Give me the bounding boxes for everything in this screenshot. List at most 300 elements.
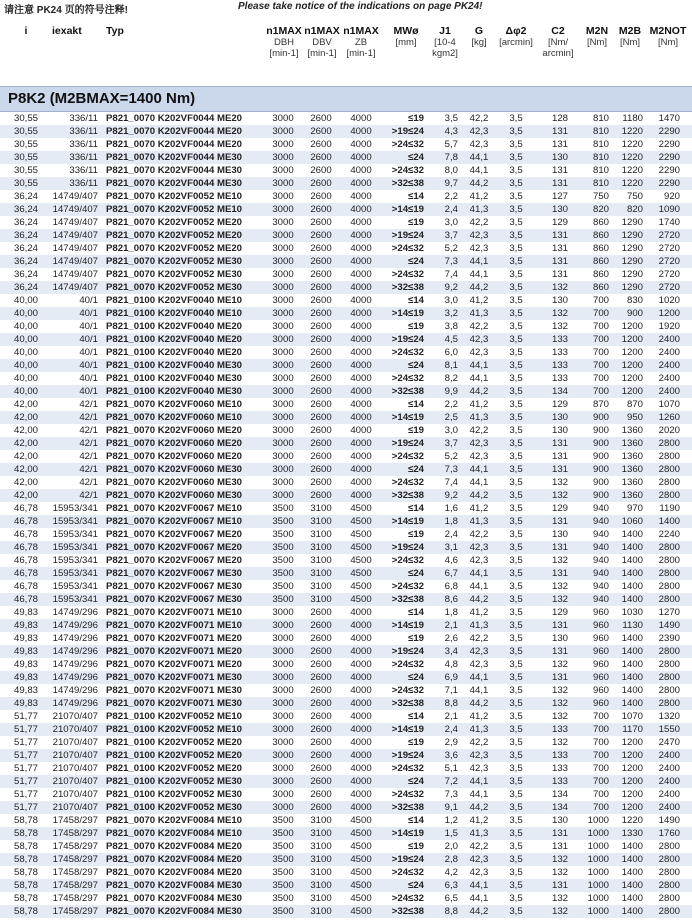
cell-j1: 3,0 xyxy=(444,217,458,228)
cell-n1max-dbv: 2600 xyxy=(310,763,332,774)
cell-c2: 131 xyxy=(551,126,568,137)
cell-dq: 3,5 xyxy=(509,867,523,878)
cell-mw: >32≤38 xyxy=(391,282,424,293)
cell-c2: 134 xyxy=(551,386,568,397)
cell-g: 42,3 xyxy=(469,243,489,254)
cell-n1max-dbh: 3500 xyxy=(272,854,294,865)
cell-iexakt: 14749/296 xyxy=(52,659,98,670)
cell-m2n: 940 xyxy=(592,568,609,579)
cell-j1: 2,6 xyxy=(444,633,458,644)
cell-dq: 3,5 xyxy=(509,217,523,228)
cell-typ: P821_0070 K202VF0071 ME20 xyxy=(106,659,243,670)
cell-iexakt: 15953/341 xyxy=(52,529,98,540)
cell-n1max-dbv: 2600 xyxy=(310,334,332,345)
cell-m2b: 1060 xyxy=(621,516,643,527)
cell-iexakt: 15953/341 xyxy=(52,516,98,527)
cell-n1max-dbv: 2600 xyxy=(310,477,332,488)
cell-m2not: 2800 xyxy=(658,451,680,462)
cell-j1: 3,7 xyxy=(444,438,458,449)
cell-iexakt: 40/1 xyxy=(79,308,98,319)
cell-j1: 6,3 xyxy=(444,880,458,891)
cell-n1max-dbv: 2600 xyxy=(310,750,332,761)
cell-n1max-dbv: 2600 xyxy=(310,243,332,254)
cell-m2n: 860 xyxy=(592,282,609,293)
cell-c2: 130 xyxy=(551,204,568,215)
cell-c2: 132 xyxy=(551,737,568,748)
cell-i: 49,83 xyxy=(13,672,38,683)
cell-n1max-dbv: 2600 xyxy=(310,490,332,501)
cell-i: 42,00 xyxy=(13,477,38,488)
cell-typ: P821_0070 K202VF0044 ME20 xyxy=(106,126,243,137)
cell-n1max-dbh: 3000 xyxy=(272,269,294,280)
cell-mw: >19≤24 xyxy=(391,230,424,241)
cell-c2: 132 xyxy=(551,490,568,501)
cell-m2b: 1330 xyxy=(621,828,643,839)
cell-n1max-zb: 4000 xyxy=(350,659,372,670)
cell-typ: P821_0070 K202VF0084 ME10 xyxy=(106,828,243,839)
cell-j1: 6,7 xyxy=(444,568,458,579)
cell-n1max-zb: 4000 xyxy=(350,191,372,202)
table-row xyxy=(0,242,692,255)
cell-m2n: 700 xyxy=(592,711,609,722)
cell-n1max-dbv: 3100 xyxy=(310,854,332,865)
cell-iexakt: 14749/407 xyxy=(52,191,98,202)
cell-m2b: 1200 xyxy=(621,334,643,345)
cell-n1max-zb: 4500 xyxy=(350,854,372,865)
cell-j1: 2,8 xyxy=(444,854,458,865)
cell-n1max-zb: 4000 xyxy=(350,412,372,423)
cell-typ: P821_0070 K202VF0084 ME30 xyxy=(106,893,243,904)
cell-m2not: 2800 xyxy=(658,854,680,865)
cell-m2b: 750 xyxy=(626,191,643,202)
cell-n1max-dbv: 2600 xyxy=(310,789,332,800)
cell-i: 49,83 xyxy=(13,620,38,631)
cell-iexakt: 42/1 xyxy=(79,477,98,488)
cell-iexakt: 21070/407 xyxy=(52,763,98,774)
cell-typ: P821_0070 K202VF0067 ME30 xyxy=(106,568,243,579)
cell-j1: 3,0 xyxy=(444,295,458,306)
cell-j1: 2,1 xyxy=(444,620,458,631)
cell-m2not: 2400 xyxy=(658,360,680,371)
cell-n1max-dbh: 3000 xyxy=(272,321,294,332)
cell-m2n: 860 xyxy=(592,230,609,241)
table-row xyxy=(0,372,692,385)
cell-mw: >19≤24 xyxy=(391,334,424,345)
cell-mw: ≤14 xyxy=(408,815,424,826)
cell-m2b: 1400 xyxy=(621,568,643,579)
cell-n1max-dbh: 3500 xyxy=(272,581,294,592)
cell-n1max-zb: 4500 xyxy=(350,893,372,904)
cell-i: 46,78 xyxy=(13,555,38,566)
cell-n1max-zb: 4000 xyxy=(350,139,372,150)
table-row xyxy=(0,541,692,554)
cell-n1max-dbh: 3000 xyxy=(272,373,294,384)
table-row xyxy=(0,333,692,346)
cell-j1: 2,5 xyxy=(444,412,458,423)
cell-j1: 8,6 xyxy=(444,594,458,605)
group-header-bar xyxy=(0,86,692,112)
cell-m2not: 1490 xyxy=(658,620,680,631)
table-row xyxy=(0,398,692,411)
cell-i: 42,00 xyxy=(13,438,38,449)
cell-mw: >19≤24 xyxy=(391,646,424,657)
cell-n1max-zb: 4000 xyxy=(350,204,372,215)
cell-m2b: 1400 xyxy=(621,594,643,605)
cell-m2not: 2720 xyxy=(658,282,680,293)
cell-n1max-dbh: 3500 xyxy=(272,503,294,514)
cell-m2not: 2720 xyxy=(658,269,680,280)
cell-n1max-zb: 4000 xyxy=(350,152,372,163)
cell-m2not: 2400 xyxy=(658,373,680,384)
cell-j1: 7,4 xyxy=(444,269,458,280)
cell-c2: 131 xyxy=(551,464,568,475)
cell-m2n: 900 xyxy=(592,477,609,488)
cell-i: 36,24 xyxy=(13,269,38,280)
cell-n1max-dbv: 2600 xyxy=(310,347,332,358)
cell-n1max-dbv: 3100 xyxy=(310,867,332,878)
cell-iexakt: 42/1 xyxy=(79,438,98,449)
table-row xyxy=(0,814,692,827)
cell-i: 42,00 xyxy=(13,490,38,501)
cell-m2b: 820 xyxy=(626,204,643,215)
cell-iexakt: 14749/296 xyxy=(52,646,98,657)
cell-m2n: 900 xyxy=(592,425,609,436)
cell-dq: 3,5 xyxy=(509,620,523,631)
cell-typ: P821_0100 K202VF0052 ME30 xyxy=(106,802,243,813)
cell-n1max-dbv: 2600 xyxy=(310,139,332,150)
cell-c2: 133 xyxy=(551,776,568,787)
cell-i: 40,00 xyxy=(13,360,38,371)
cell-n1max-zb: 4000 xyxy=(350,672,372,683)
cell-m2not: 2800 xyxy=(658,906,680,917)
header-iexakt: iexakt xyxy=(52,25,82,37)
cell-mw: >14≤19 xyxy=(391,724,424,735)
cell-m2n: 900 xyxy=(592,490,609,501)
cell-m2not: 1260 xyxy=(658,412,680,423)
cell-i: 36,24 xyxy=(13,282,38,293)
cell-n1max-dbh: 3000 xyxy=(272,438,294,449)
table-row xyxy=(0,502,692,515)
cell-iexakt: 40/1 xyxy=(79,373,98,384)
cell-m2n: 860 xyxy=(592,217,609,228)
cell-j1: 4,3 xyxy=(444,126,458,137)
cell-dq: 3,5 xyxy=(509,334,523,345)
cell-n1max-zb: 4000 xyxy=(350,451,372,462)
cell-g: 44,1 xyxy=(469,789,489,800)
cell-iexakt: 17458/297 xyxy=(52,880,98,891)
cell-mw: >14≤19 xyxy=(391,204,424,215)
cell-g: 42,3 xyxy=(469,867,489,878)
cell-typ: P821_0070 K202VF0067 ME10 xyxy=(106,516,243,527)
cell-dq: 3,5 xyxy=(509,321,523,332)
cell-m2not: 2800 xyxy=(658,464,680,475)
cell-dq: 3,5 xyxy=(509,815,523,826)
cell-m2n: 900 xyxy=(592,464,609,475)
cell-m2b: 900 xyxy=(626,308,643,319)
cell-m2b: 1200 xyxy=(621,373,643,384)
cell-j1: 5,2 xyxy=(444,243,458,254)
cell-g: 42,2 xyxy=(469,113,489,124)
cell-j1: 7,3 xyxy=(444,256,458,267)
cell-i: 46,78 xyxy=(13,568,38,579)
cell-j1: 9,7 xyxy=(444,178,458,189)
cell-typ: P821_0070 K202VF0052 ME20 xyxy=(106,230,243,241)
cell-n1max-dbh: 3000 xyxy=(272,113,294,124)
cell-n1max-dbh: 3500 xyxy=(272,893,294,904)
cell-dq: 3,5 xyxy=(509,750,523,761)
cell-typ: P821_0100 K202VF0040 ME20 xyxy=(106,347,243,358)
cell-m2b: 1400 xyxy=(621,867,643,878)
cell-m2b: 1290 xyxy=(621,217,643,228)
cell-j1: 7,2 xyxy=(444,776,458,787)
cell-m2n: 860 xyxy=(592,269,609,280)
cell-j1: 4,8 xyxy=(444,659,458,670)
table-row xyxy=(0,710,692,723)
cell-m2n: 700 xyxy=(592,334,609,345)
cell-n1max-zb: 4500 xyxy=(350,503,372,514)
cell-i: 42,00 xyxy=(13,464,38,475)
cell-mw: ≤19 xyxy=(408,529,424,540)
cell-g: 41,3 xyxy=(469,308,489,319)
cell-g: 44,1 xyxy=(469,880,489,891)
cell-m2b: 1180 xyxy=(622,113,643,124)
cell-typ: P821_0070 K202VF0052 ME10 xyxy=(106,204,243,215)
cell-n1max-zb: 4500 xyxy=(350,542,372,553)
cell-i: 51,77 xyxy=(13,763,38,774)
cell-n1max-dbv: 3100 xyxy=(310,906,332,917)
cell-iexakt: 17458/297 xyxy=(52,867,98,878)
cell-typ: P821_0100 K202VF0040 ME20 xyxy=(106,334,243,345)
cell-m2b: 1400 xyxy=(621,529,643,540)
cell-j1: 2,1 xyxy=(444,711,458,722)
cell-m2n: 940 xyxy=(592,555,609,566)
cell-n1max-zb: 4500 xyxy=(350,568,372,579)
cell-g: 44,1 xyxy=(469,672,489,683)
cell-i: 58,78 xyxy=(13,867,38,878)
cell-m2n: 810 xyxy=(592,113,609,124)
cell-mw: >24≤32 xyxy=(391,347,424,358)
cell-iexakt: 336/11 xyxy=(69,126,98,137)
cell-g: 41,3 xyxy=(469,620,489,631)
cell-n1max-dbh: 3000 xyxy=(272,763,294,774)
cell-n1max-dbv: 2600 xyxy=(310,295,332,306)
cell-n1max-dbh: 3500 xyxy=(272,594,294,605)
cell-c2: 132 xyxy=(551,555,568,566)
cell-n1max-dbh: 3000 xyxy=(272,737,294,748)
table-header xyxy=(0,22,692,84)
cell-c2: 133 xyxy=(551,373,568,384)
cell-m2not: 1020 xyxy=(658,295,680,306)
cell-n1max-dbv: 3100 xyxy=(310,893,332,904)
cell-n1max-dbv: 3100 xyxy=(310,581,332,592)
cell-n1max-dbh: 3000 xyxy=(272,789,294,800)
cell-j1: 3,7 xyxy=(444,230,458,241)
cell-i: 30,55 xyxy=(13,178,38,189)
cell-dq: 3,5 xyxy=(509,308,523,319)
cell-m2n: 940 xyxy=(592,542,609,553)
cell-g: 44,2 xyxy=(469,906,489,917)
cell-m2n: 810 xyxy=(592,139,609,150)
cell-typ: P821_0070 K202VF0084 ME30 xyxy=(106,906,243,917)
cell-mw: >24≤32 xyxy=(391,789,424,800)
cell-typ: P821_0070 K202VF0067 ME30 xyxy=(106,581,243,592)
cell-m2b: 1400 xyxy=(621,893,643,904)
cell-iexakt: 14749/296 xyxy=(52,672,98,683)
cell-c2: 131 xyxy=(551,568,568,579)
cell-m2not: 2800 xyxy=(658,438,680,449)
cell-iexakt: 15953/341 xyxy=(52,594,98,605)
cell-m2n: 700 xyxy=(592,295,609,306)
cell-g: 41,2 xyxy=(469,399,489,410)
cell-g: 42,2 xyxy=(469,321,489,332)
cell-c2: 131 xyxy=(551,243,568,254)
cell-mw: ≤24 xyxy=(408,464,424,475)
cell-iexakt: 336/11 xyxy=(69,139,98,150)
cell-mw: >24≤32 xyxy=(391,867,424,878)
cell-iexakt: 17458/297 xyxy=(52,893,98,904)
cell-i: 36,24 xyxy=(13,230,38,241)
cell-m2n: 820 xyxy=(592,204,609,215)
cell-iexakt: 15953/341 xyxy=(52,503,98,514)
cell-c2: 130 xyxy=(551,295,568,306)
cell-i: 42,00 xyxy=(13,399,38,410)
cell-c2: 132 xyxy=(551,581,568,592)
cell-iexakt: 17458/297 xyxy=(52,841,98,852)
cell-iexakt: 21070/407 xyxy=(52,789,98,800)
cell-j1: 5,2 xyxy=(444,451,458,462)
cell-j1: 2,9 xyxy=(444,737,458,748)
cell-mw: >24≤32 xyxy=(391,451,424,462)
table-row xyxy=(0,112,692,125)
cell-n1max-dbh: 3500 xyxy=(272,542,294,553)
cell-typ: P821_0070 K202VF0044 ME20 xyxy=(106,139,243,150)
cell-i: 51,77 xyxy=(13,802,38,813)
cell-typ: P821_0100 K202VF0052 ME10 xyxy=(106,711,243,722)
cell-j1: 7,4 xyxy=(444,477,458,488)
cell-j1: 1,2 xyxy=(444,815,458,826)
cell-typ: P821_0100 K202VF0052 ME30 xyxy=(106,789,243,800)
cell-n1max-zb: 4000 xyxy=(350,438,372,449)
page-note-chinese: 请注意 PK24 页的符号注释! xyxy=(4,5,128,16)
cell-m2b: 1360 xyxy=(621,425,643,436)
table-row xyxy=(0,216,692,229)
cell-dq: 3,5 xyxy=(509,152,523,163)
cell-j1: 9,1 xyxy=(444,802,458,813)
cell-i: 49,83 xyxy=(13,698,38,709)
cell-n1max-dbh: 3000 xyxy=(272,490,294,501)
cell-n1max-dbv: 2600 xyxy=(310,425,332,436)
cell-m2b: 1200 xyxy=(621,802,643,813)
cell-typ: P821_0070 K202VF0044 ME30 xyxy=(106,152,243,163)
cell-g: 42,3 xyxy=(469,139,489,150)
table-row xyxy=(0,281,692,294)
cell-m2b: 1220 xyxy=(621,178,643,189)
table-row xyxy=(0,424,692,437)
cell-g: 41,3 xyxy=(469,516,489,527)
cell-m2not: 2800 xyxy=(658,880,680,891)
cell-c2: 133 xyxy=(551,360,568,371)
cell-g: 44,2 xyxy=(469,178,489,189)
cell-m2b: 1220 xyxy=(621,815,643,826)
cell-mw: >32≤38 xyxy=(391,490,424,501)
cell-m2b: 1200 xyxy=(621,347,643,358)
cell-mw: ≤14 xyxy=(408,399,424,410)
cell-j1: 2,4 xyxy=(444,724,458,735)
cell-m2n: 810 xyxy=(592,178,609,189)
cell-g: 42,2 xyxy=(469,529,489,540)
cell-m2not: 2720 xyxy=(658,243,680,254)
table-row xyxy=(0,125,692,138)
cell-n1max-dbv: 2600 xyxy=(310,373,332,384)
cell-n1max-dbh: 3000 xyxy=(272,204,294,215)
cell-g: 44,1 xyxy=(469,568,489,579)
cell-iexakt: 17458/297 xyxy=(52,906,98,917)
cell-typ: P821_0070 K202VF0067 ME20 xyxy=(106,529,243,540)
cell-typ: P821_0070 K202VF0044 ME30 xyxy=(106,178,243,189)
cell-j1: 5,1 xyxy=(444,763,458,774)
cell-n1max-dbv: 2600 xyxy=(310,412,332,423)
table-row xyxy=(0,450,692,463)
cell-n1max-dbv: 2600 xyxy=(310,802,332,813)
cell-g: 44,1 xyxy=(469,152,489,163)
header-typ: Typ xyxy=(106,25,124,37)
cell-typ: P821_0070 K202VF0067 ME20 xyxy=(106,555,243,566)
cell-g: 41,3 xyxy=(469,828,489,839)
cell-m2n: 1000 xyxy=(587,815,609,826)
header-m2n: M2N [Nm] xyxy=(585,25,609,48)
cell-n1max-dbh: 3500 xyxy=(272,841,294,852)
cell-n1max-dbh: 3500 xyxy=(272,880,294,891)
cell-i: 58,78 xyxy=(13,906,38,917)
cell-mw: >32≤38 xyxy=(391,594,424,605)
cell-m2b: 1400 xyxy=(621,555,643,566)
cell-dq: 3,5 xyxy=(509,477,523,488)
cell-c2: 131 xyxy=(551,516,568,527)
cell-g: 42,3 xyxy=(469,542,489,553)
cell-typ: P821_0100 K202VF0040 ME30 xyxy=(106,386,243,397)
cell-g: 44,1 xyxy=(469,685,489,696)
cell-m2not: 1740 xyxy=(658,217,680,228)
cell-n1max-dbv: 2600 xyxy=(310,438,332,449)
cell-n1max-dbv: 3100 xyxy=(310,568,332,579)
cell-mw: >14≤19 xyxy=(391,412,424,423)
cell-m2not: 2290 xyxy=(658,178,680,189)
cell-m2n: 940 xyxy=(592,581,609,592)
cell-m2b: 1400 xyxy=(621,880,643,891)
cell-j1: 5,7 xyxy=(444,139,458,150)
cell-j1: 7,3 xyxy=(444,464,458,475)
cell-dq: 3,5 xyxy=(509,776,523,787)
cell-n1max-dbh: 3000 xyxy=(272,399,294,410)
cell-m2n: 700 xyxy=(592,802,609,813)
cell-dq: 3,5 xyxy=(509,282,523,293)
cell-m2n: 900 xyxy=(592,438,609,449)
cell-m2n: 700 xyxy=(592,763,609,774)
cell-dq: 3,5 xyxy=(509,165,523,176)
header-n1max-dbh: n1MAX DBH [min-1] xyxy=(266,25,302,59)
table-row xyxy=(0,411,692,424)
cell-m2n: 750 xyxy=(592,191,609,202)
cell-n1max-zb: 4000 xyxy=(350,399,372,410)
cell-typ: P821_0100 K202VF0040 ME30 xyxy=(106,373,243,384)
cell-m2n: 960 xyxy=(592,659,609,670)
cell-iexakt: 14749/407 xyxy=(52,269,98,280)
cell-typ: P821_0070 K202VF0060 ME10 xyxy=(106,399,243,410)
table-row xyxy=(0,853,692,866)
cell-n1max-dbh: 3000 xyxy=(272,464,294,475)
cell-m2not: 2800 xyxy=(658,685,680,696)
table-row xyxy=(0,489,692,502)
